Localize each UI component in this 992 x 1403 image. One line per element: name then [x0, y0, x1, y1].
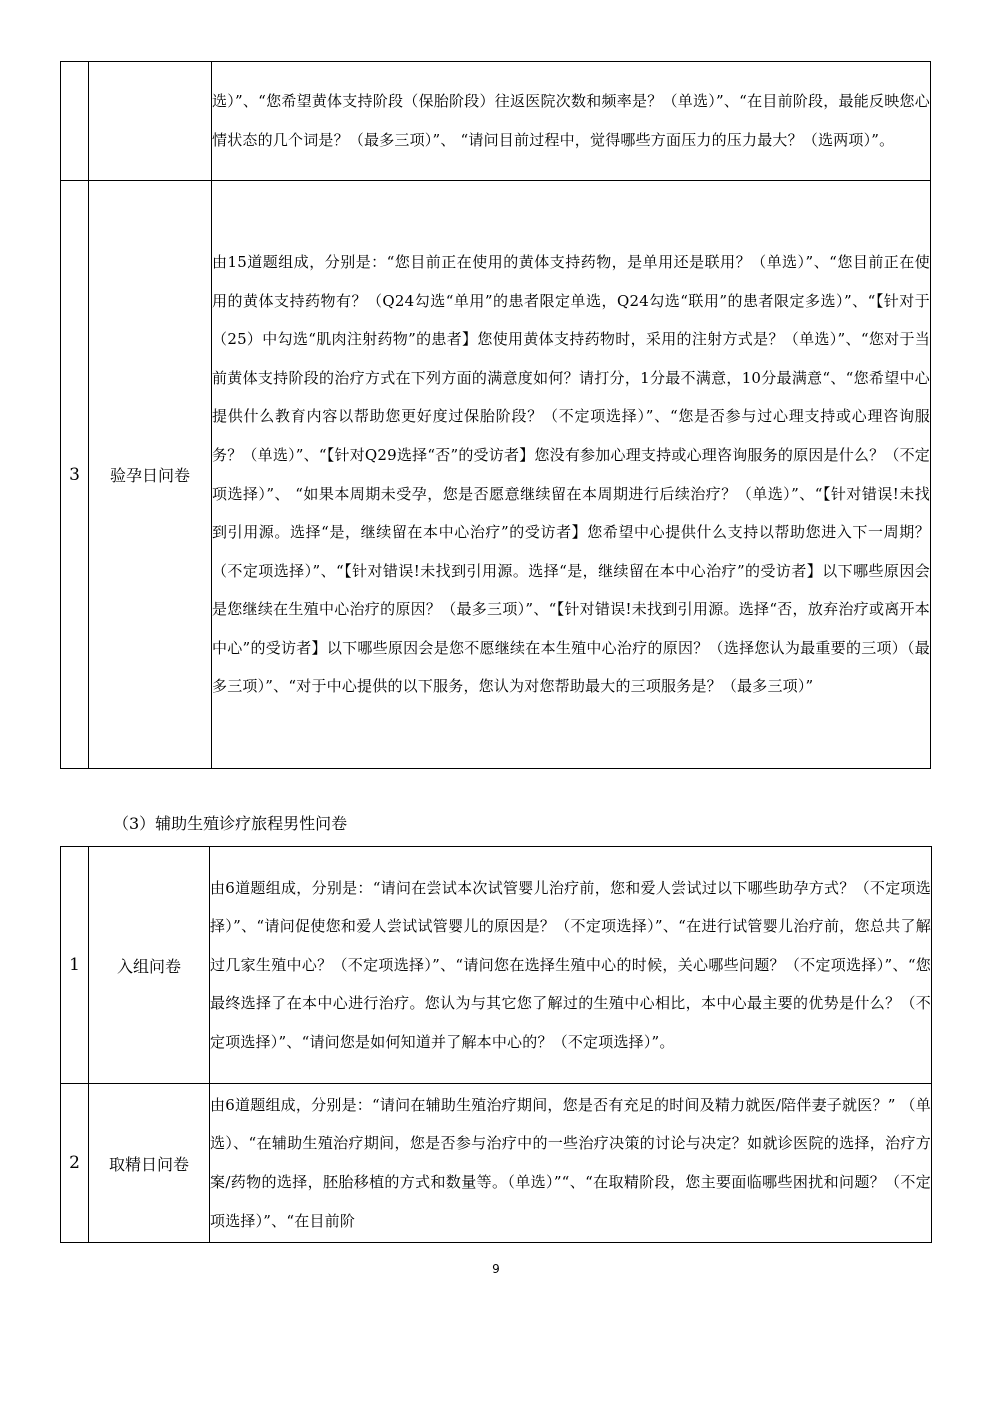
questionnaire-description: 选）”、“您希望黄体支持阶段（保胎阶段）往返医院次数和频率是？（单选）”、“在目前阶段，最能反映您心情状态的几个词是？（最多三项）”、 “请问目前过程中，觉得哪些方面压力的压力最大？（选两项）”。	[212, 62, 931, 181]
row-number	[61, 62, 89, 181]
table-row	[61, 847, 932, 1084]
questionnaire-description: 由15道题组成，分别是：“您目前正在使用的黄体支持药物，是单用还是联用？（单选）”、“您目前正在使用的黄体支持药物有？（Q24勾选“单用”的患者限定单选，Q24勾选“联用”的患者限定多选）”、“【针对于（25）中勾选“肌肉注射药物”的患者】您使用黄体支持药物时，采用的注射方式是？（单选）”、“您对于当前黄体支持阶段的治疗方式在下列方面的满意度如何？请打分，1分最不满意，10分最满意“、“您希望中心提供什么教育内容以帮助您更好度过保胎阶段？（不定项选择）”、“您是否参与过心理支持或心理咨询服务？（单选）”、“【针对Q29选择“否”的受访者】您没有参加心理支持或心理咨询服务的原因是什么？（不定项选择）”、 “如果本周期未受孕，您是否愿意继续留在本周期进行后续治疗？（单选）”、“【针对错误!未找到引用源。选择“是，继续留在本中心治疗”的受访者】您希望中心提供什么支持以帮助您进入下一周期？（不定项选择）”、“【针对错误!未找到引用源。选择“是，继续留在本中心治疗”的受访者】以下哪些原因会是您继续在生殖中心治疗的原因？（最多三项）”、“【针对错误!未找到引用源。选择“否，放弃治疗或离开本中心”的受访者】以下哪些原因会是您不愿继续在本生殖中心治疗的原因？（选择您认为最重要的三项）（最多三项）”、“对于中心提供的以下服务，您认为对您帮助最大的三项服务是？（最多三项）”	[212, 181, 931, 769]
table-row	[61, 62, 931, 181]
questionnaire-description: 由6道题组成，分别是：“请问在尝试本次试管婴儿治疗前，您和爱人尝试过以下哪些助孕方式？（不定项选择）”、“请问促使您和爱人尝试试管婴儿的原因是？（不定项选择）”、“在进行试管婴儿治疗前，您总共了解过几家生殖中心？（不定项选择）”、“请问您在选择生殖中心的时候，关心哪些问题？（不定项选择）”、“您最终选择了在本中心进行治疗。您认为与其它您了解过的生殖中心相比，本中心最主要的优势是什么？（不定项选择）”、“请问您是如何知道并了解本中心的？（不定项选择）”。	[210, 847, 932, 1084]
row-number: 2	[61, 1084, 89, 1243]
questionnaire-name	[89, 62, 212, 181]
male-questionnaire-table	[60, 846, 932, 1243]
table-row	[61, 181, 931, 769]
row-number: 3	[61, 181, 89, 769]
questionnaire-description: 由6道题组成，分别是：“请问在辅助生殖治疗期间，您是否有充足的时间及精力就医/陪伴妻子就医？” （单选）、“在辅助生殖治疗期间，您是否参与治疗中的一些治疗决策的讨论与决定？如就诊医院的选择，治疗方案/药物的选择，胚胎移植的方式和数量等。（单选）”“、“在取精阶段，您主要面临哪些困扰和问题？（不定项选择）”、“在目前阶	[210, 1084, 932, 1243]
page-number: 9	[492, 1262, 500, 1276]
questionnaire-name: 入组问卷	[89, 847, 210, 1084]
questionnaire-name: 验孕日问卷	[89, 181, 212, 769]
row-number: 1	[61, 847, 89, 1084]
female-questionnaire-table	[60, 61, 931, 769]
section-title: （3）辅助生殖诊疗旅程男性问卷	[113, 814, 348, 833]
table-row	[61, 1084, 932, 1243]
questionnaire-name: 取精日问卷	[89, 1084, 210, 1243]
